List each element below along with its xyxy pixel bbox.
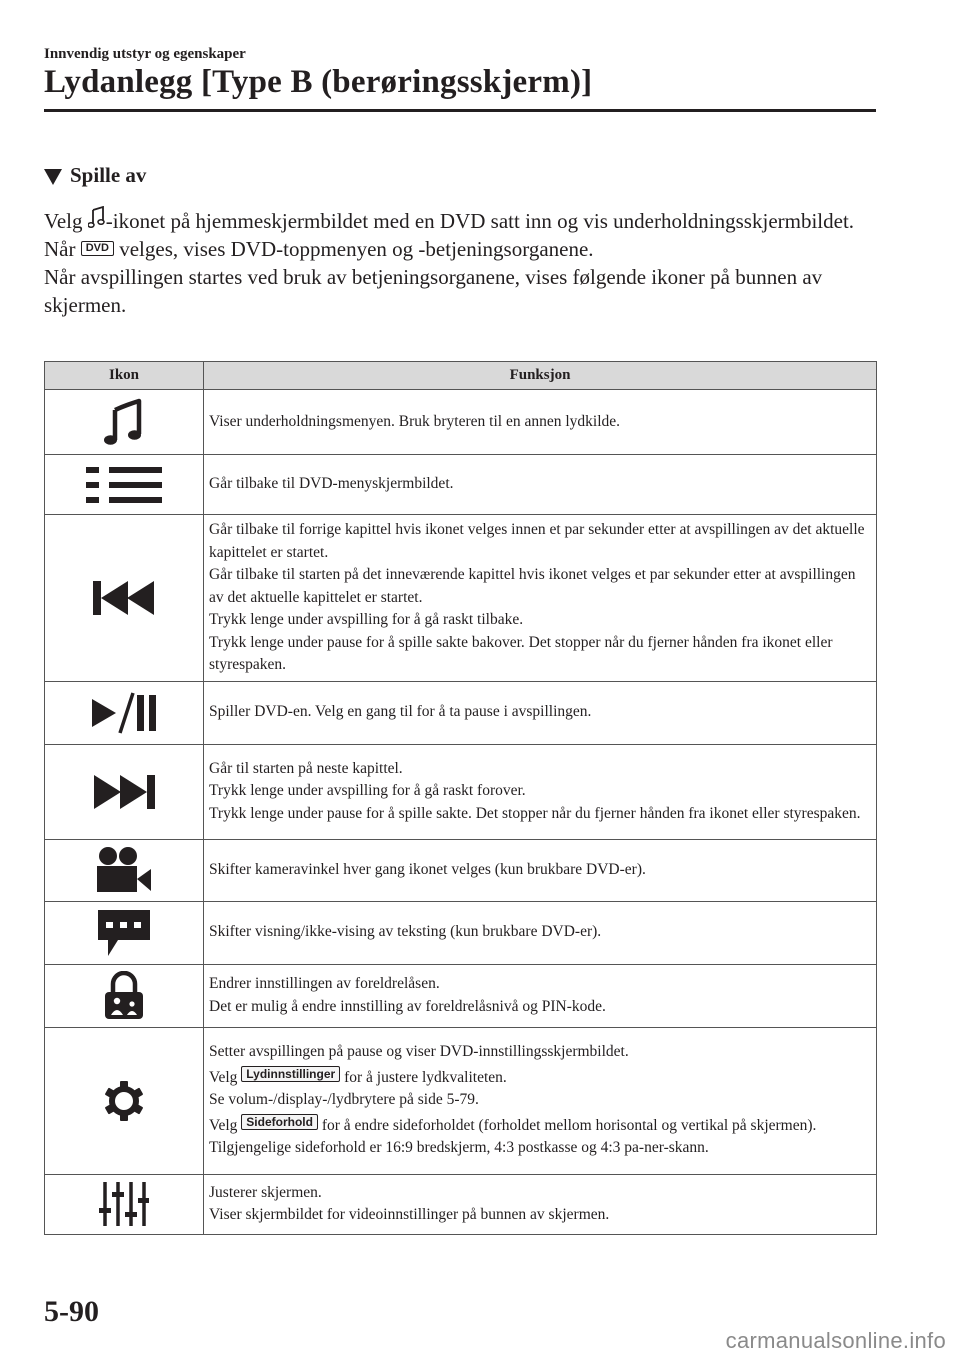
row-text: Spiller DVD-en. Velg en gang til for å ta pause i avspillingen. — [209, 703, 592, 721]
subsection-heading — [44, 163, 146, 188]
table-header-row — [45, 362, 877, 390]
parental-lock-icon — [102, 971, 146, 1021]
sound-settings-button: Lydinnstillinger — [241, 1066, 340, 1082]
row-text: Viser skjermbildet for videoinnstillinger på bunnen av skjermen. — [209, 1206, 610, 1223]
header-function: Funksjon — [204, 362, 877, 390]
table-row — [45, 455, 877, 515]
row-text: Trykk lenge under avspilling for å gå raskt forover. — [209, 782, 526, 800]
intro-paragraph-2: Når avspillingen startes ved bruk av betjeningsorganene, vises følgende ikoner på bunnen av skjermen. — [44, 265, 823, 317]
row-text: Velg Lydinnstillinger for å justere lydkvaliteten. — [209, 1066, 507, 1086]
equalizer-sliders-icon — [99, 1180, 149, 1228]
table-row — [45, 1027, 877, 1174]
movie-camera-icon — [95, 845, 153, 895]
intro-text — [44, 206, 884, 319]
dvd-button: DVD — [81, 241, 114, 256]
row-text: Går til starten på neste kapittel. — [209, 759, 403, 777]
subsection-title: Spille av — [70, 163, 147, 187]
table-row — [45, 515, 877, 682]
watermark: carmanualsonline.info — [725, 1328, 946, 1353]
icon-function-table — [44, 361, 877, 1235]
section-label: Innvendig utstyr og egenskaper — [44, 46, 246, 62]
row-text: Går tilbake til DVD-menyskjermbildet. — [209, 475, 454, 493]
page-title: Lydanlegg [Type B (berøringsskjerm)] — [44, 64, 593, 100]
row-text: Går tilbake til starten på det inneværende kapittel hvis ikonet velges et par sekunder etter at avspillingen av det aktuelle kapittelet er startet. — [209, 566, 856, 606]
table-row — [45, 964, 877, 1027]
row-text: Justerer skjermen. — [209, 1183, 322, 1201]
intro-paragraph-1: Velg -ikonet på hjemmeskjermbildet med en DVD satt inn og vis underholdningsskjermbildet. Når DVD velges, vises DVD-toppmenyen og -betjeningsorganene. — [44, 206, 884, 263]
table-row — [45, 390, 877, 455]
table-row — [45, 681, 877, 744]
play-pause-icon — [89, 691, 159, 735]
skip-back-icon — [91, 578, 157, 618]
row-text: Setter avspillingen på pause og viser DVD-innstillingsskjermbildet. — [209, 1043, 629, 1061]
page-number: 5-90 — [44, 1295, 99, 1328]
row-text: Velg Sideforhold for å endre sideforholdet (forholdet mellom horisontal og vertikal på skjermen). Tilgjengelige sideforhold er 16:9 bredskjerm, 4:3 postkasse og 4:3 pa-ner-skann. — [209, 1114, 817, 1157]
row-text: Går tilbake til forrige kapittel hvis ikonet velges innen et par sekunder etter at avspillingen av det aktuelle kapittelet er startet. — [209, 521, 865, 561]
row-text: Viser underholdningsmenyen. Bruk bryteren til en annen lydkilde. — [209, 412, 621, 430]
triangle-bullet-icon — [44, 169, 62, 185]
row-text: Se volum-/display-/lydbrytere på side 5-79. — [209, 1091, 479, 1109]
music-note-icon — [88, 206, 106, 230]
music-note-icon — [102, 398, 146, 446]
table-row — [45, 839, 877, 901]
row-text: Trykk lenge under pause for å spille sakte. Det stopper når du fjerner hånden fra ikonet eller styrespaken. — [209, 804, 861, 822]
row-text: Skifter visning/ikke-vising av teksting (kun brukbare DVD-er). — [209, 923, 602, 941]
menu-list-icon — [84, 465, 164, 505]
row-text: Skifter kameravinkel hver gang ikonet velges (kun brukbare DVD-er). — [209, 860, 646, 878]
aspect-ratio-button: Sideforhold — [241, 1114, 318, 1130]
header-icon: Ikon — [45, 362, 204, 390]
row-text: Trykk lenge under avspilling for å gå raskt tilbake. — [209, 611, 524, 628]
gear-icon — [102, 1079, 146, 1123]
table-row — [45, 1174, 877, 1234]
table-row — [45, 901, 877, 964]
table-row — [45, 744, 877, 839]
row-text: Endrer innstillingen av foreldrelåsen. — [209, 975, 440, 992]
row-text: Det er mulig å endre innstilling av foreldrelåsnivå og PIN-kode. — [209, 997, 606, 1015]
skip-forward-icon — [91, 772, 157, 812]
subtitle-bubble-icon — [96, 908, 152, 958]
row-text: Trykk lenge under pause for å spille sakte bakover. Det stopper når du fjerner hånden fra ikonet eller styrespaken. — [209, 633, 833, 673]
title-rule — [44, 109, 876, 112]
